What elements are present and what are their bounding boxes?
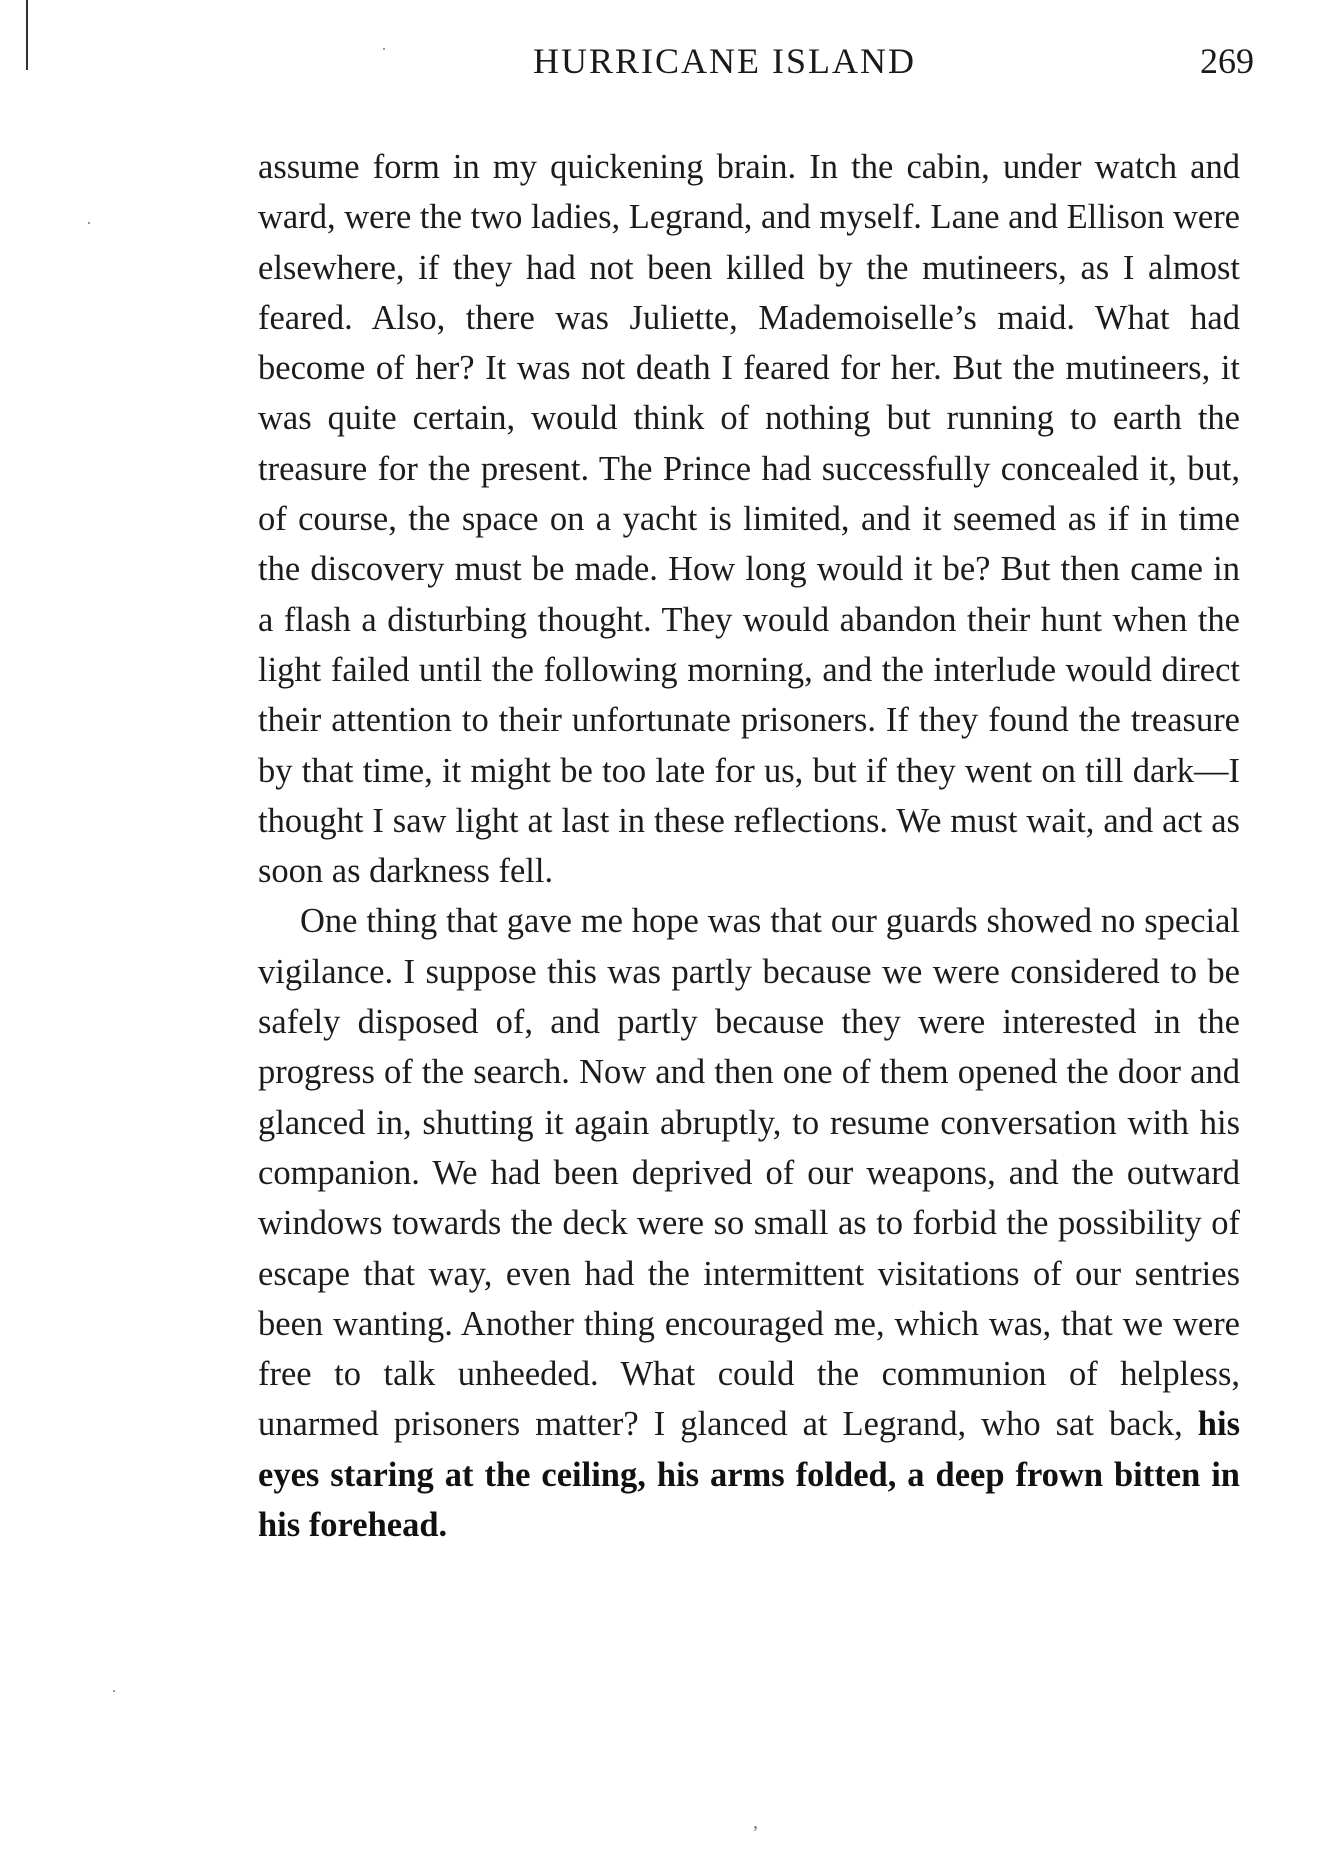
- paper-speck: [113, 1690, 115, 1692]
- body-text: [258, 142, 1240, 1550]
- running-head-title: HURRICANE ISLAND: [533, 41, 916, 81]
- book-page: [258, 30, 1254, 1550]
- running-head: [258, 30, 1254, 90]
- paper-speck: [88, 222, 90, 224]
- paragraph: [258, 896, 1240, 1550]
- paragraph-ending: his eyes staring at the ceiling, his arms folded, a deep frown bitten in his forehead.: [258, 1405, 1240, 1545]
- page-edge-line: [26, 0, 28, 70]
- paragraph: assume form in my quickening brain. In the cabin, under watch and ward, were the two ladies, Legrand, and myself. Lane and Ellison were elsewhere, if they had not been killed by the mutineers, as I almost feared. Also, there was Juliette, Mademoiselle’s maid. What had become of her? It was not death I feared for her. But the mutineers, it was quite certain, would think of nothing but running to earth the treasure for the present. The Prince had successfully concealed it, but, of course, the space on a yacht is limited, and it seemed as if in time the discovery must be made. How long would it be? But then came in a flash a disturbing thought. They would abandon their hunt when the light failed until the following morning, and the interlude would direct their attention to their unfortunate prisoners. If they found the treasure by that time, it might be too late for us, but if they went on till dark—I thought I saw light at last in these reflections. We must wait, and act as soon as darkness fell.: [258, 148, 1240, 891]
- bottom-mark: ’: [752, 1822, 759, 1844]
- paragraph-text: One thing that gave me hope was that our guards showed no special vigilance. I suppose this was partly because we were considered to be safely disposed of, and partly because they were interested in the progress of the search. Now and then one of them opened the door and glanced in, shutting it again abruptly, to resume conversation with his companion. We had been deprived of our weapons, and the outward windows towards the deck were so small as to forbid the possibility of escape that way, even had the intermittent visitations of our sentries been wanting. Another thing encouraged me, which was, that we were free to talk unheeded. What could the communion of helpless, unarmed prisoners matter? I glanced at Legrand, who sat back,: [258, 902, 1240, 1444]
- page-number: 269: [1200, 41, 1254, 81]
